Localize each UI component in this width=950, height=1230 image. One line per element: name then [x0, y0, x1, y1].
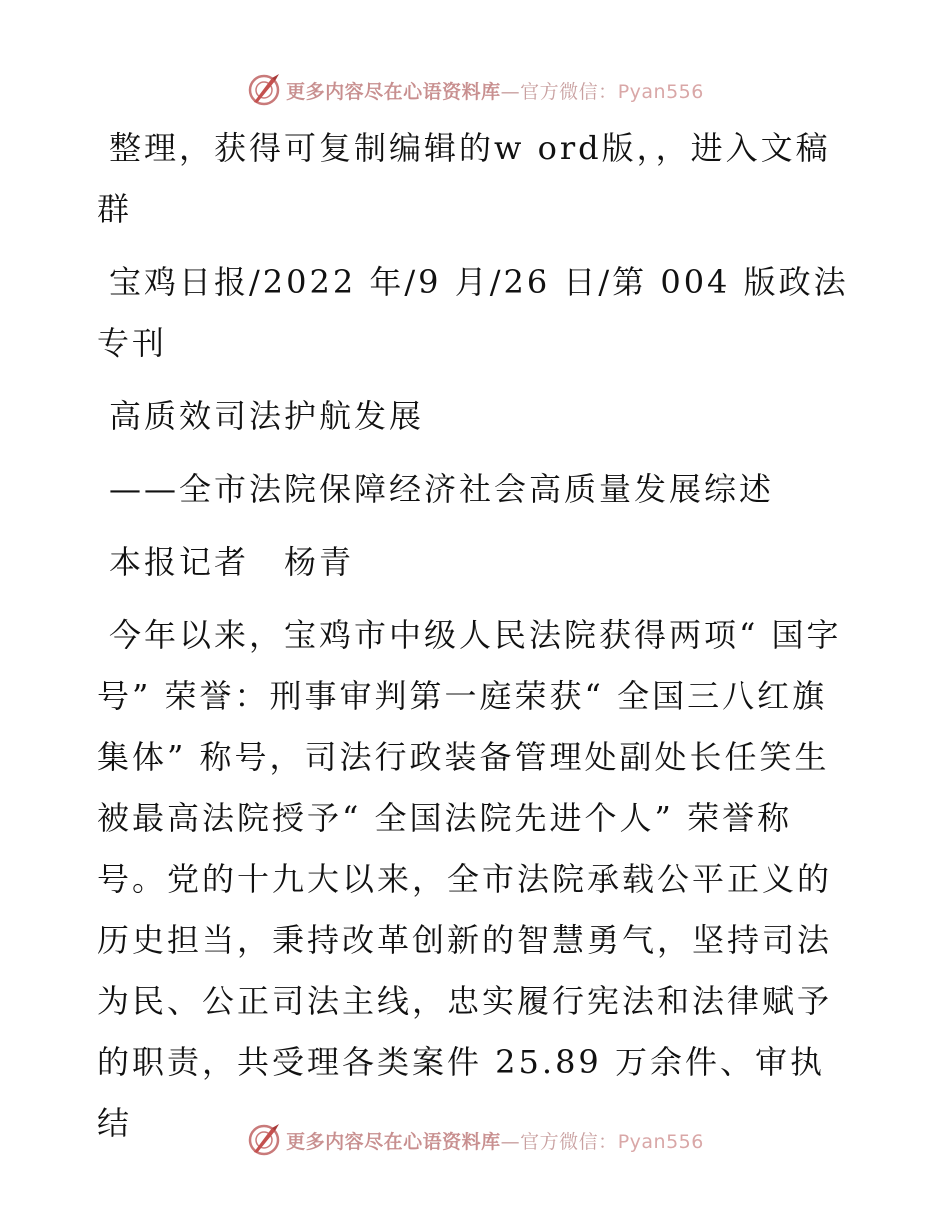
article-subtitle: ——全市法院保障经济社会高质量发展综述 — [109, 470, 775, 508]
watermark-separator: — — [500, 80, 521, 103]
watermark-separator: — — [500, 1130, 521, 1153]
watermark-text — [286, 77, 704, 104]
watermark-site-text: 更多内容尽在心语资料库 — [286, 80, 501, 103]
article-title: 高质效司法护航发展 — [109, 397, 425, 435]
document-body — [97, 118, 857, 1166]
header-watermark — [0, 70, 950, 110]
body-paragraph: 今年以来，宝鸡市中级人民法院获得两项“ 国字号” 荣誉：刑事审判第一庭荣获“ 全国三八红旗集体” 称号，司法行政装备管理处副处长任笑生被最高法院授予“ 全国法院先进个人” 荣誉称号。党的十九大以来，全市法院承载公平正义的历史担当，秉持改革创新的智慧勇气，坚持司法为民、公正司法主线，忠实履行宪法和法律赋予的职责，共受理各类案件 25.89 万余件、审执结 — [97, 616, 842, 1142]
footer-watermark — [0, 1120, 950, 1160]
watermark-site-text: 更多内容尽在心语资料库 — [286, 1130, 501, 1153]
watermark-account: Pyan556 — [617, 1130, 704, 1153]
watermark-account: Pyan556 — [617, 80, 704, 103]
feather-pen-logo-icon — [246, 72, 282, 108]
intro-note: 整理，获得可复制编辑的w ord版，，进入文稿群 — [97, 129, 831, 228]
byline: 本报记者 杨青 — [109, 543, 355, 581]
watermark-label: 官方微信： — [520, 1130, 618, 1153]
watermark-label: 官方微信： — [520, 80, 618, 103]
feather-pen-logo-icon — [246, 1122, 282, 1158]
source-line: 宝鸡日报/2022 年/9 月/26 日/第 004 版政法专刊 — [97, 263, 849, 362]
watermark-text — [286, 1127, 704, 1154]
